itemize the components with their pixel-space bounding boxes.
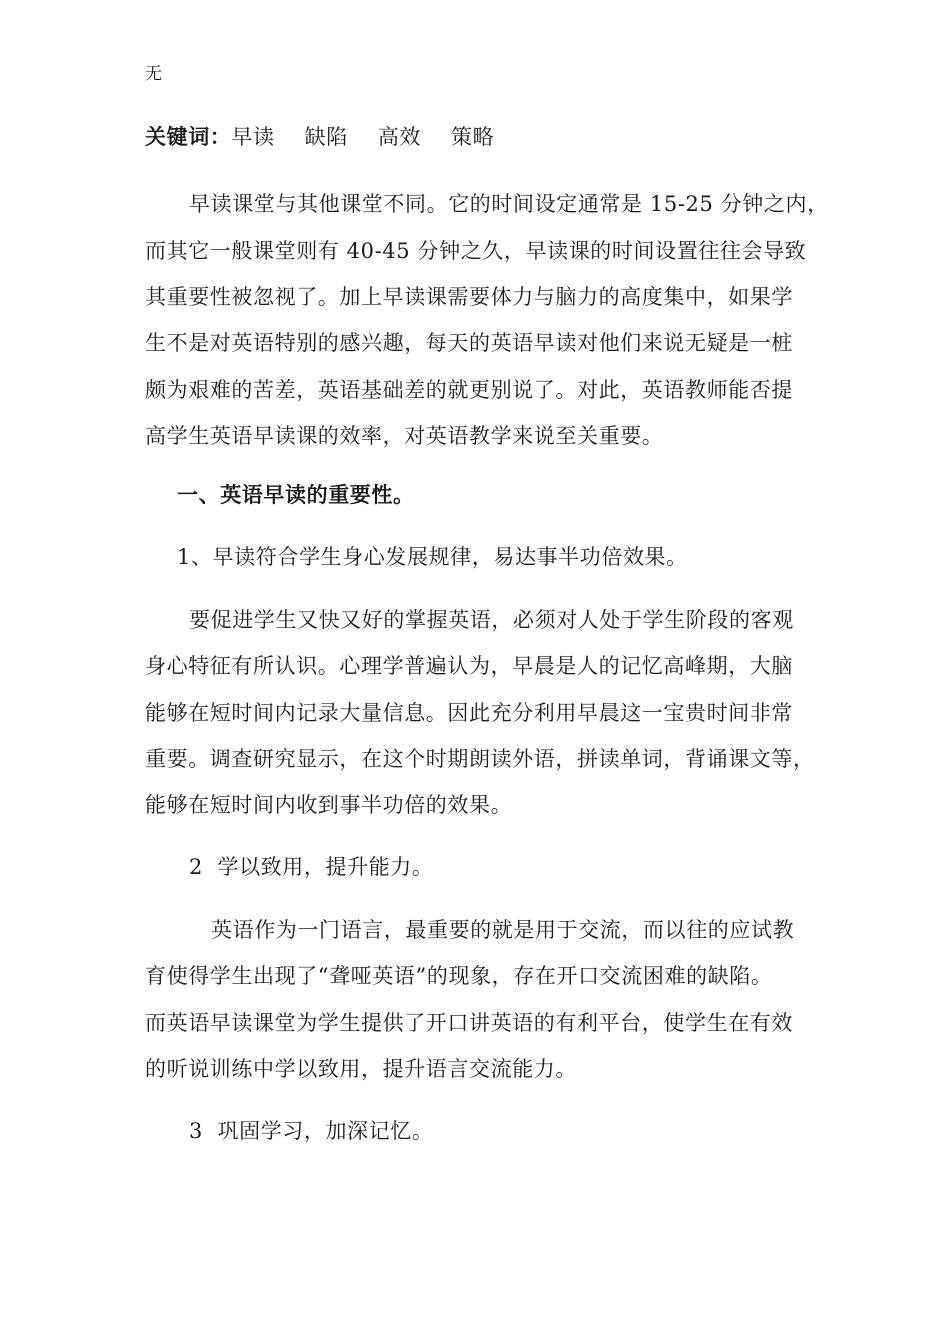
- section-heading: 一、英语早读的重要性。: [177, 483, 415, 507]
- paragraph-line: 重要。调查研究显示，在这个时期朗读外语，拼读单词，背诵课文等，: [145, 747, 815, 771]
- paragraph-line: 英语作为一门语言，最重要的就是用于交流，而以往的应试教: [211, 918, 795, 942]
- subsection-heading: 2 学以致用，提升能力。: [189, 855, 434, 879]
- subsection-heading: 3 巩固学习，加深记忆。: [189, 1119, 434, 1143]
- paragraph-line: 能够在短时间内记录大量信息。因此充分利用早晨这一宝贵时间非常: [145, 701, 793, 725]
- paragraph-line: 而英语早读课堂为学生提供了开口讲英语的有利平台，使学生在有效: [145, 1011, 793, 1035]
- header-mark: 无: [145, 64, 162, 84]
- paragraph-line: 身心特征有所认识。心理学普遍认为，早晨是人的记忆高峰期，大脑: [145, 654, 793, 678]
- keyword: 缺陷: [304, 125, 348, 149]
- intro-line: 颇为艰难的苦差，英语基础差的就更别说了。对此，英语教师能否提: [145, 378, 793, 402]
- keywords-label: 关键词：: [145, 125, 232, 149]
- keyword: 高效: [377, 125, 422, 149]
- intro-line: 早读课堂与其他课堂不同。它的时间设定通常是 15-25 分钟之内，: [189, 192, 829, 216]
- intro-line: 高学生英语早读课的效率，对英语教学来说至关重要。: [145, 424, 664, 448]
- keywords-line: [145, 122, 524, 152]
- paragraph-line: 的听说训练中学以致用，提升语言交流能力。: [145, 1057, 577, 1081]
- keyword: 策略: [451, 125, 495, 149]
- paragraph-line: 育使得学生出现了“聋哑英语”的现象，存在开口交流困难的缺陷。: [145, 964, 773, 988]
- paragraph-line: 能够在短时间内收到事半功倍的效果。: [145, 793, 513, 817]
- subsection-heading: 1、早读符合学生身心发展规律，易达事半功倍效果。: [177, 545, 688, 569]
- intro-line: 而其它一般课堂则有 40-45 分钟之久，早读课的时间设置往往会导致: [145, 239, 807, 263]
- paragraph-line: 要促进学生又快又好的掌握英语，必须对人处于学生阶段的客观: [189, 608, 794, 632]
- keyword: 早读: [231, 125, 275, 149]
- intro-line: 其重要性被忽视了。加上早读课需要体力与脑力的高度集中，如果学: [145, 285, 793, 309]
- intro-line: 生不是对英语特别的感兴趣，每天的英语早读对他们来说无疑是一桩: [145, 331, 793, 355]
